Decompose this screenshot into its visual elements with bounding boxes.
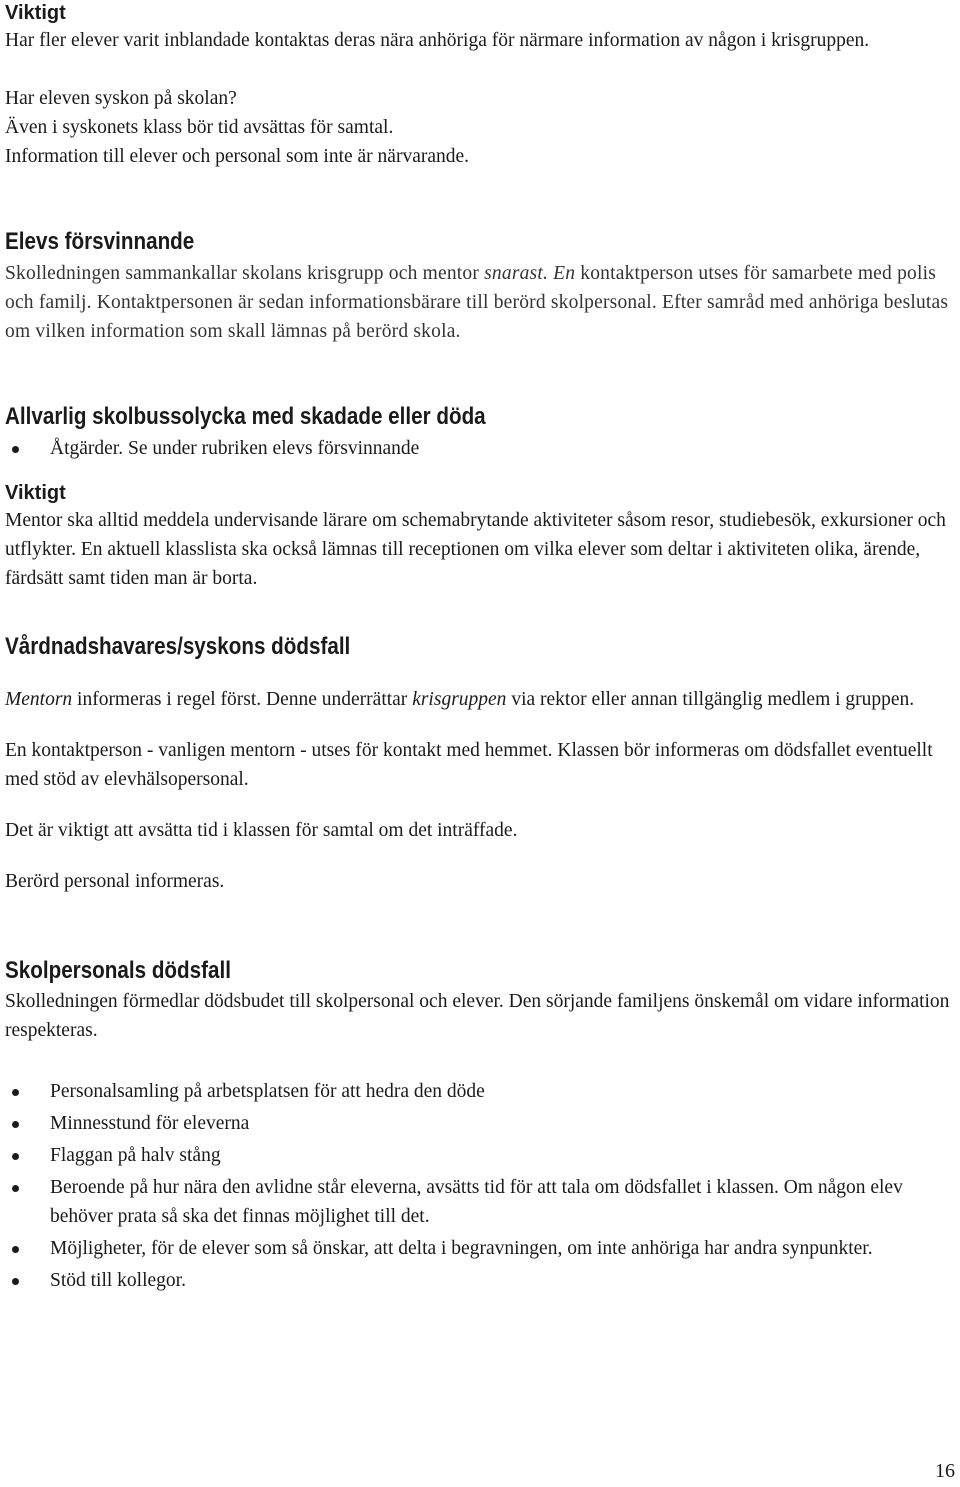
emphasis: krisgruppen: [412, 689, 507, 710]
text: via rektor eller annan tillgänglig medlem i gruppen.: [506, 689, 915, 710]
paragraph: Mentor ska alltid meddela undervisande lärare om schemabrytande aktiviteter såsom resor, studiebesök, exkursioner och utflykter. En aktuell klasslista ska också lämnas till receptionen om vilka elever som deltar i aktiviteten olika, ärende, färdsätt samt tiden man är borta.: [5, 510, 946, 589]
bullet-icon: [12, 1153, 19, 1160]
bullet-icon: [12, 1089, 19, 1096]
heading-vardnadshavare-dodsfall: Vårdnadshavares/syskons dödsfall: [5, 633, 351, 660]
paragraph: [5, 685, 955, 714]
text: informeras i regel först. Denne underrättar: [72, 689, 413, 710]
paragraph-line: Även i syskonets klass bör tid avsättas för samtal.: [5, 117, 394, 138]
bullet-icon: [12, 1246, 19, 1253]
list-item-text: Åtgärder. Se under rubriken elevs försvinnande: [50, 438, 420, 459]
paragraph-line: Har eleven syskon på skolan?: [5, 88, 237, 109]
bullet-icon: [12, 1185, 19, 1192]
action-list: [5, 434, 955, 463]
list-item-text: Möjligheter, för de elever som så önskar, att delta i begravningen, om inte anhöriga har andra synpunkter.: [50, 1238, 873, 1259]
list-item: [5, 1077, 955, 1106]
text: Skolledningen sammankallar skolans krisgrupp och mentor: [5, 263, 485, 284]
heading-skolbussolycka: Allvarlig skolbussolycka med skadade eller döda: [5, 403, 486, 430]
list-item: [5, 1173, 955, 1231]
list-item-text: Beroende på hur nära den avlidne står eleverna, avsätts tid för att tala om dödsfallet i klassen. Om någon elev behöver prata så ska det finnas möjlighet till det.: [50, 1177, 903, 1227]
emphasis: Mentorn: [5, 689, 73, 710]
text: kontaktperson utses för samarbete med polis och familj. Kontaktpersonen är sedan informationsbärare till berörd skolpersonal. Efter samråd med anhöriga beslutas om vilken information som skall lämnas på berörd skola.: [5, 263, 949, 342]
heading-viktigt: Viktigt: [5, 482, 66, 504]
list-item-text: Personalsamling på arbetsplatsen för att hedra den döde: [50, 1081, 485, 1102]
emphasis: En: [553, 263, 576, 284]
heading-skolpersonals-dodsfall: Skolpersonals dödsfall: [5, 957, 231, 984]
paragraph: Skolledningen förmedlar dödsbudet till skolpersonal och elever. Den sörjande familjens önskemål om vidare information respekteras.: [5, 991, 950, 1041]
paragraph: [5, 259, 955, 346]
paragraph: Det är viktigt att avsätta tid i klassen för samtal om det inträffade.: [5, 820, 518, 841]
list-item: [5, 1234, 955, 1263]
emphasis: snarast.: [484, 263, 549, 284]
list-item: [5, 1141, 955, 1170]
paragraph: Berörd personal informeras.: [5, 871, 225, 892]
list-item-text: Stöd till kollegor.: [50, 1270, 186, 1291]
heading-elevs-forsvinnande: Elevs försvinnande: [5, 228, 195, 255]
paragraph: En kontaktperson - vanligen mentorn - utses för kontakt med hemmet. Klassen bör informeras om dödsfallet eventuellt med stöd av elevhälsopersonal.: [5, 740, 933, 790]
section-elevs-forsvinnande: [5, 227, 955, 346]
paragraph: Har fler elever varit inblandade kontaktas deras nära anhöriga för närmare information av någon i krisgruppen.: [5, 30, 870, 51]
section-skolbussolycka: [5, 402, 955, 593]
list-item: [5, 434, 955, 463]
list-item-text: Flaggan på halv stång: [50, 1145, 221, 1166]
bullet-list: [5, 1077, 955, 1295]
page-number: 16: [935, 1460, 955, 1482]
section-skolpersonals-dodsfall: [5, 956, 955, 1295]
list-item-text: Minnesstund för eleverna: [50, 1113, 250, 1134]
paragraph-line: Information till elever och personal som inte är närvarande.: [5, 146, 470, 167]
heading-viktigt: Viktigt: [5, 2, 66, 24]
section-viktigt-1: [5, 0, 955, 171]
list-item: [5, 1109, 955, 1138]
bullet-icon: [12, 1278, 19, 1285]
list-item: [5, 1266, 955, 1295]
bullet-icon: [12, 446, 19, 453]
bullet-icon: [12, 1121, 19, 1128]
section-vardnadshavare-dodsfall: [5, 632, 955, 896]
